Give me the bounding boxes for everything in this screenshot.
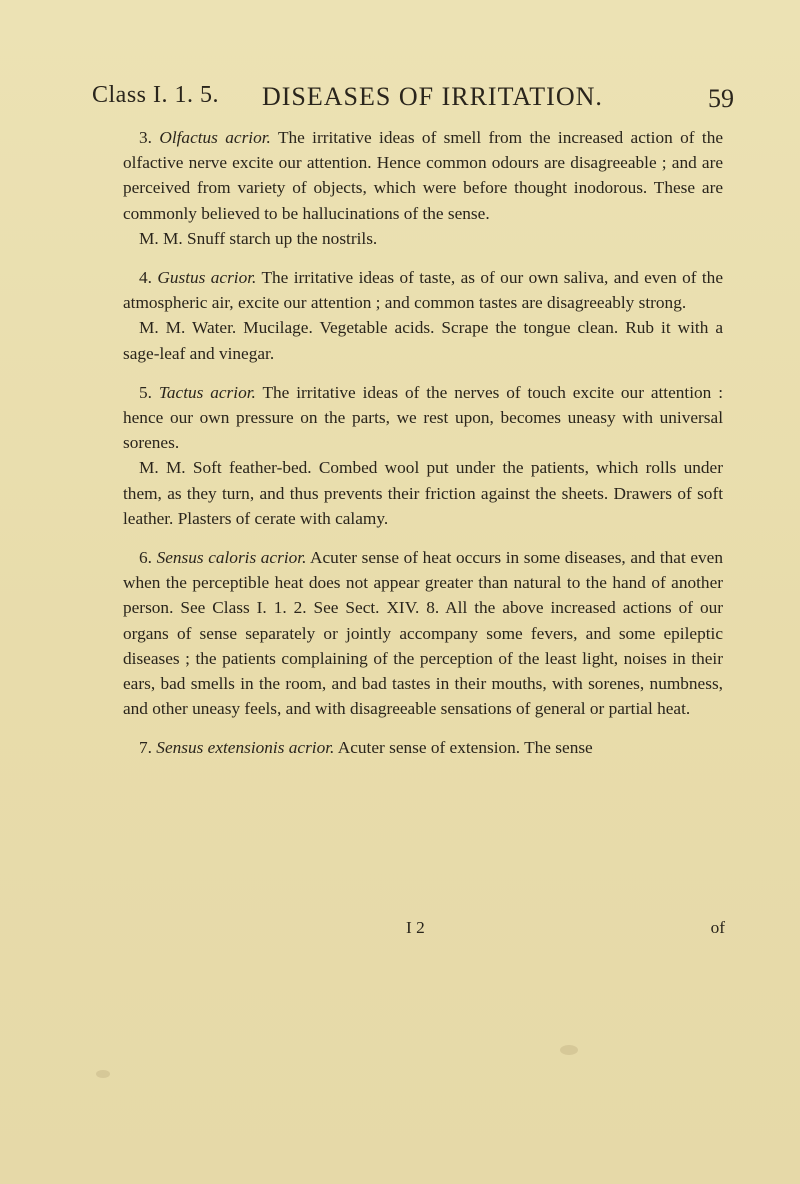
entry-treatment: M. M. Snuff starch up the nostrils. [139, 228, 378, 248]
entry-number: 5. [139, 382, 152, 402]
entry-latin-name: Gustus acrior. [157, 268, 257, 288]
entry-paragraph [123, 265, 723, 315]
class-reference: Class I. 1. 5. [92, 82, 219, 108]
page-body [123, 125, 723, 761]
signature-mark: I 2 [406, 918, 425, 937]
chapter-title: DISEASES OF IRRITATION. [262, 82, 603, 111]
entry-text: The irritative ideas of the nerves of touch excite our attention : hence our own pressure on the parts, we rest upon, becomes uneasy with universal sorenes. [123, 382, 723, 453]
entry-number: 4. [139, 268, 152, 288]
entry-text: The irritative ideas of smell from the increased action of the olfactive nerve excite our attention. Hence common odours are disagreeable ; and are perceived from variety of objects, which were before thought inodorous. These are commonly believed to be hallucinations of the sense. [123, 128, 723, 223]
catchword: of [710, 918, 725, 937]
paper-stain [96, 1070, 110, 1078]
entry-text: The irritative ideas of taste, as of our own saliva, and even of the atmospheric air, excite our attention ; and common tastes are disagreeably strong. [123, 268, 723, 313]
entry-paragraph [123, 125, 723, 226]
page-number: 59 [708, 84, 734, 113]
page-footer [123, 918, 723, 948]
entry-latin-name: Sensus extensionis acrior. [156, 738, 335, 758]
entry-treatment: M. M. Water. Mucilage. Vegetable acids. Scrape the tongue clean. Rub it with a sage-leaf and vinegar. [123, 318, 723, 363]
entry-treatment: M. M. Soft feather-bed. Combed wool put under the patients, which rolls under them, as they turn, and thus prevents their friction against the sheets. Drawers of soft leather. Plasters of cerate with calamy. [123, 458, 723, 528]
entry-number: 6. [139, 548, 152, 568]
entry-paragraph [123, 735, 723, 760]
entry-tactus [123, 380, 723, 531]
entry-text: Acuter sense of extension. The sense [337, 738, 593, 758]
entry-caloris [123, 545, 723, 721]
entry-latin-name: Sensus caloris acrior. [156, 548, 307, 568]
entry-number: 3. [139, 128, 152, 147]
entry-gustus [123, 265, 723, 366]
running-header [92, 82, 732, 114]
entry-text: Acuter sense of heat occurs in some diseases, and that even when the perceptible heat does not appear greater than natural to the hand of another person. See Class I. 1. 2. See Sect. XIV. 8. All the above increased actions of our organs of sense separately or jointly accompany some fevers, and some epileptic diseases ; the patients complaining of the perception of the least light, noises in their ears, bad smells in the room, and bad tastes in their mouths, with sorenes, numbness, and other uneasy feels, and with disagreeable sensations of general or partial heat. [123, 548, 723, 719]
entry-extensionis [123, 735, 723, 760]
entry-olfactus [123, 125, 723, 251]
entry-latin-name: Olfactus acrior. [159, 128, 271, 147]
paper-stain [560, 1045, 578, 1055]
entry-paragraph [123, 380, 723, 456]
entry-number: 7. [139, 738, 152, 758]
entry-latin-name: Tactus acrior. [158, 382, 256, 402]
entry-paragraph [123, 545, 723, 721]
